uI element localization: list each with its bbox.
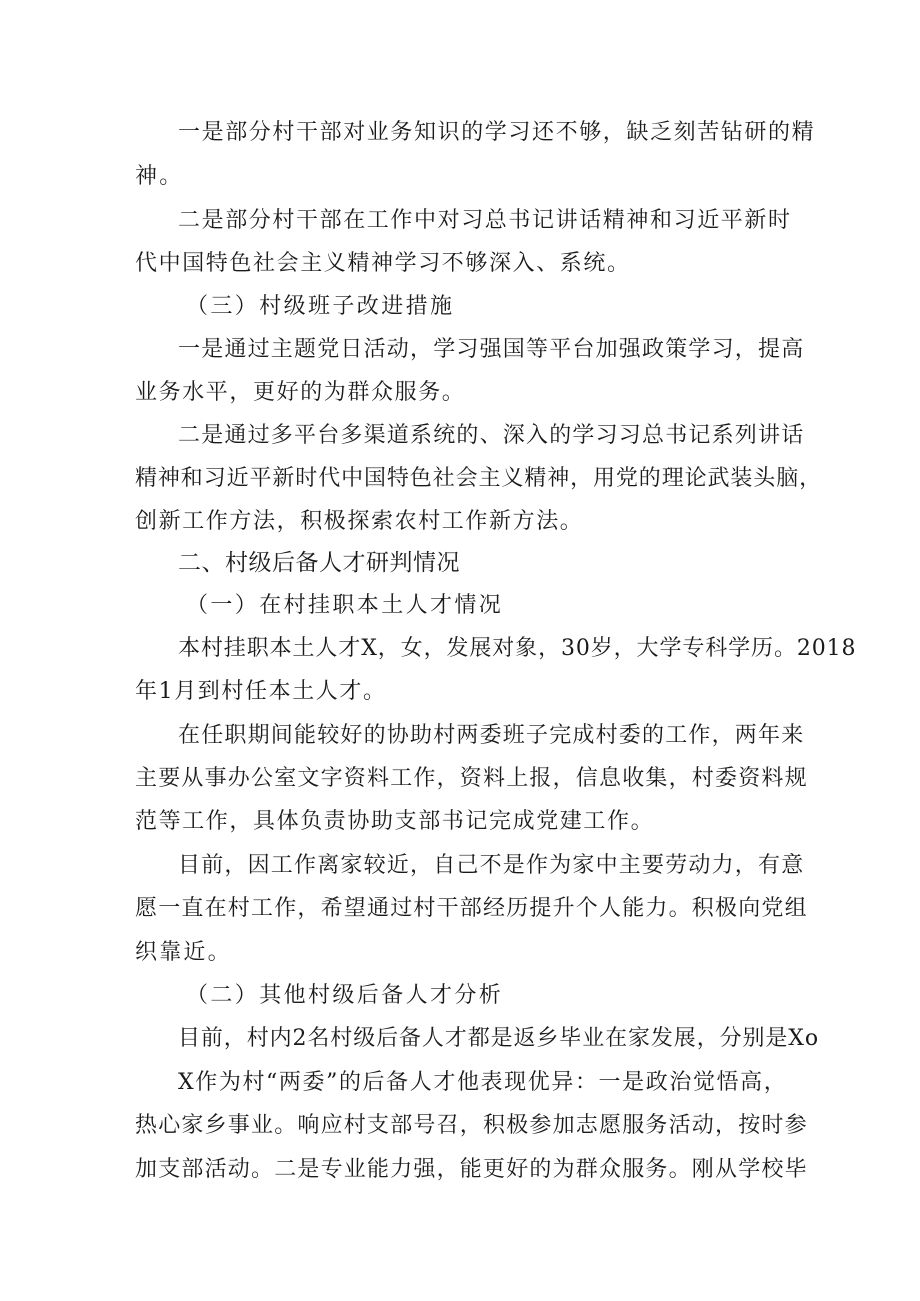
paragraph-line: 加支部活动。二是专业能力强，能更好的为群众服务。刚从学校毕	[135, 1157, 808, 1182]
paragraph-line: 主要从事办公室文字资料工作，资料上报，信息收集，村委资料规	[135, 766, 808, 791]
paragraph-line: 神。	[135, 164, 184, 189]
paragraph-line: 代中国特色社会主义精神学习不够深入、系统。	[135, 251, 631, 276]
paragraph-line: 愿一直在村工作，希望通过村干部经历提升个人能力。积极向党组	[135, 896, 808, 921]
subsection-heading: （三）村级班子改进措施	[186, 294, 455, 319]
subsection-heading: （一）在村挂职本土人才情况	[186, 593, 504, 618]
paragraph-line: 精神和习近平新时代中国特色社会主义精神，用党的理论武装头脑，	[135, 466, 823, 491]
subsection-heading: （二）其他村级后备人才分析	[186, 983, 504, 1008]
paragraph-line: 目前，村内2名村级后备人才都是返乡毕业在家发展，分别是Xo	[178, 1026, 820, 1051]
paragraph-line: X作为村“两委”的后备人才他表现优异：一是政治觉悟高，	[178, 1070, 788, 1095]
paragraph-line: 年1月到村任本土人才。	[135, 679, 387, 704]
paragraph-line: 本村挂职本土人才X，女，发展对象，30岁，大学专科学历。2018	[178, 636, 857, 661]
paragraph-line: 在任职期间能较好的协助村两委班子完成村委的工作，两年来	[178, 723, 805, 748]
paragraph-line: 二是部分村干部在工作中对习总书记讲话精神和习近平新时	[178, 208, 792, 233]
paragraph-line: 范等工作，具体负责协助支部书记完成党建工作。	[135, 809, 655, 834]
paragraph-line: 织靠近。	[135, 940, 232, 965]
paragraph-line: 二是通过多平台多渠道系统的、深入的学习习总书记系列讲话	[178, 423, 805, 448]
paragraph-line: 一是部分村干部对业务知识的学习还不够，缺乏刻苦钻研的精	[178, 120, 816, 145]
paragraph-line: 业务水平，更好的为群众服务。	[135, 380, 466, 405]
section-heading: 二、村级后备人才研判情况	[178, 550, 460, 576]
paragraph-line: 目前，因工作离家较近，自己不是作为家中主要劳动力，有意	[178, 853, 805, 878]
paragraph-line: 创新工作方法，积极探索农村工作新方法。	[135, 509, 584, 534]
paragraph-line: 热心家乡事业。响应村支部号召，积极参加志愿服务活动，按时参	[135, 1113, 808, 1138]
paragraph-line: 一是通过主题党日活动，学习强国等平台加强政策学习，提高	[178, 337, 805, 362]
